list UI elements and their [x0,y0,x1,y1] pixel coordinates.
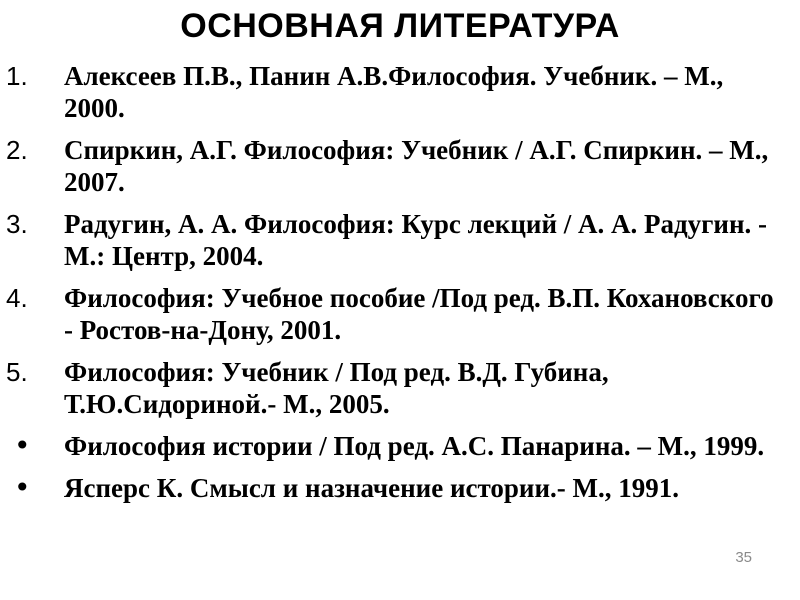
list-item [0,134,800,198]
list-item-text: Философия истории / Под ред. А.С. Панарина. – М., 1999. [64,431,765,461]
list-item-number: 1. [6,61,28,91]
bullet-icon: • [14,471,31,504]
list-item [0,60,800,124]
list-item-text: Спиркин, А.Г. Философия: Учебник / А.Г. Спиркин. – М., 2007. [64,135,769,197]
slide-title: ОСНОВНАЯ ЛИТЕРАТУРА [180,7,620,45]
list-item-number: 4. [6,283,28,313]
list-item [0,208,800,272]
list-item-number: 2. [6,135,28,165]
bullet-icon: • [14,429,31,462]
list-item-number: 3. [6,209,28,239]
list-item [0,472,800,504]
page-number: 35 [735,549,752,566]
list-item-text: Философия: Учебное пособие /Под ред. В.П. Кохановского - Ростов-на-Дону, 2001. [64,283,774,345]
list-item [0,356,800,420]
list-item-text: Философия: Учебник / Под ред. В.Д. Губина, Т.Ю.Сидориной.- М., 2005. [64,357,609,419]
list-item [0,282,800,346]
list-item-text: Радугин, А. А. Философия: Курс лекций / А. А. Радугин. - М.: Центр, 2004. [64,209,768,271]
list-item [0,430,800,462]
list-item-number: 5. [6,357,28,387]
list-item-text: Ясперс К. Смысл и назначение истории.- М., 1991. [64,473,680,503]
bibliography-list [0,60,800,514]
list-item-text: Алексеев П.В., Панин А.В.Философия. Учебник. – М., 2000. [64,61,724,123]
